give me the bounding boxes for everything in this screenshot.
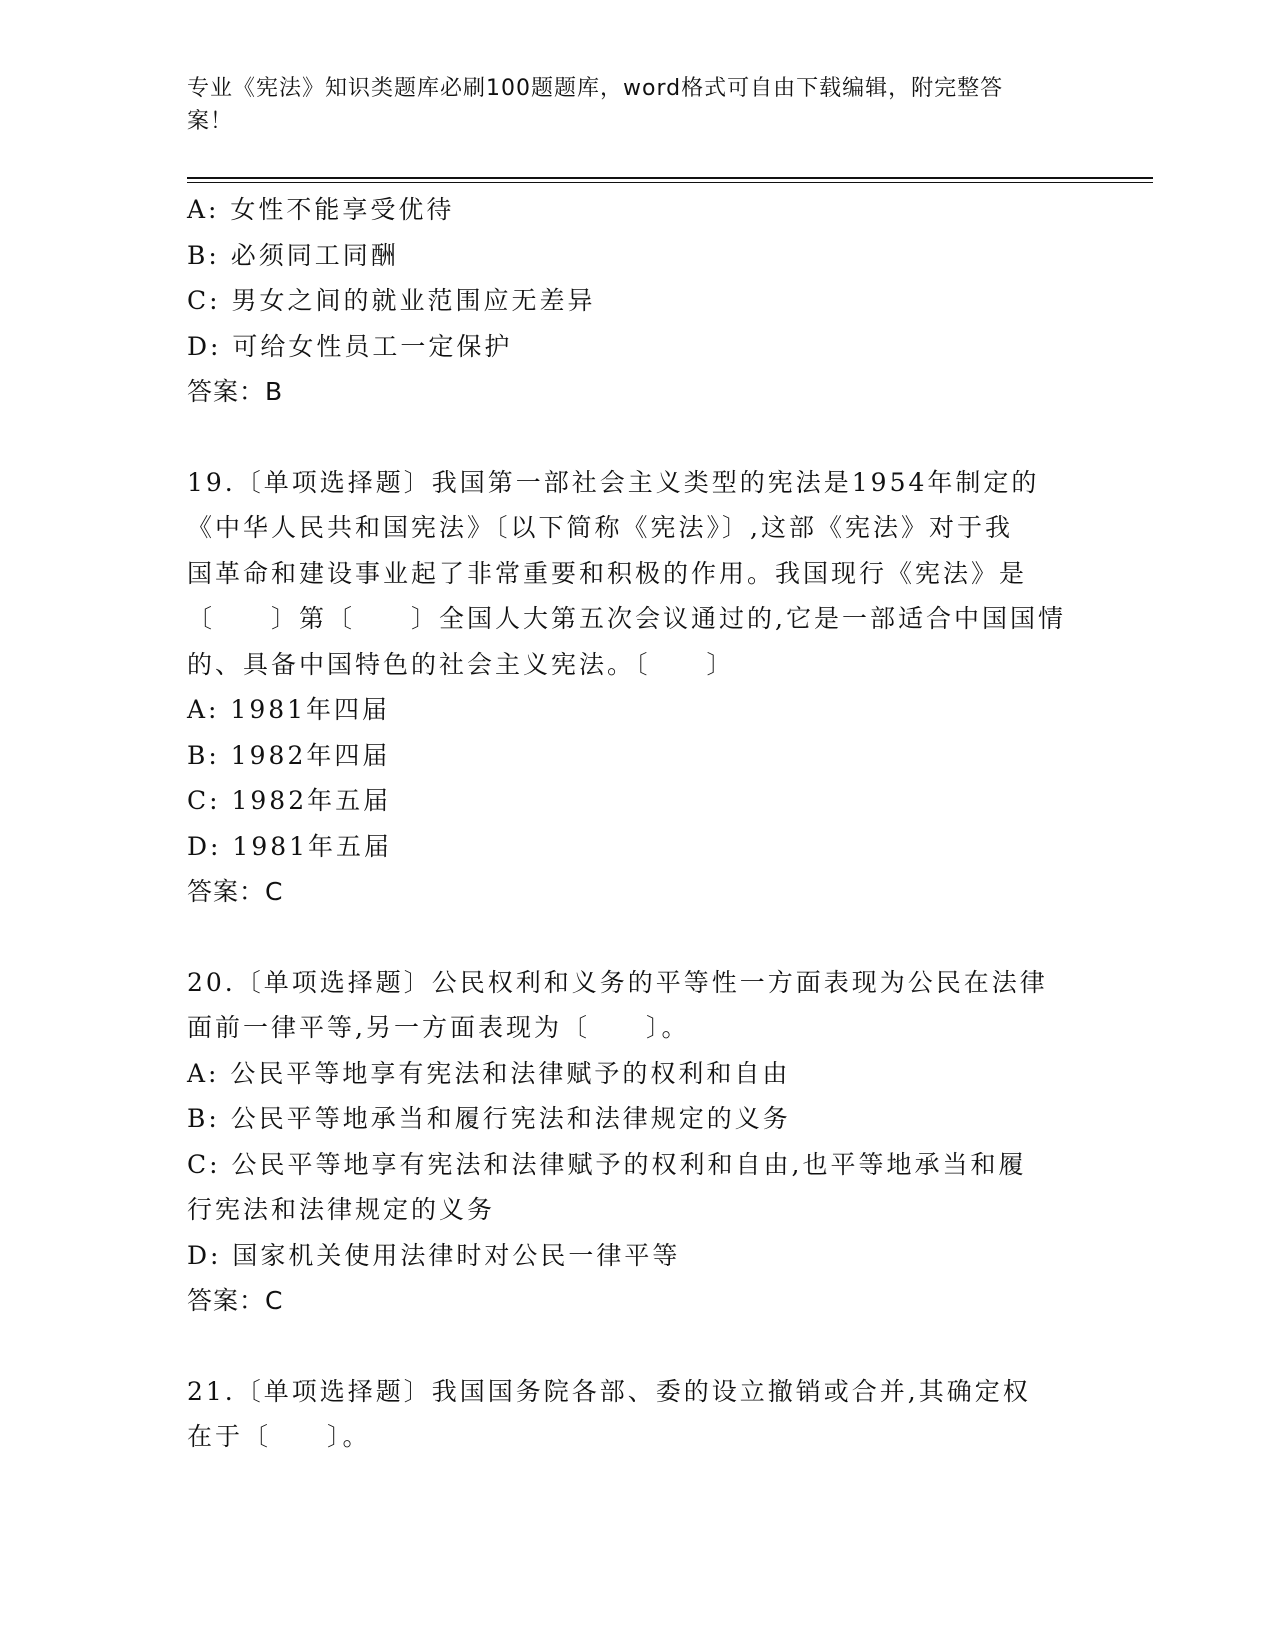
question-text-line: 国革命和建设事业起了非常重要和积极的作用。我国现行《宪法》是 xyxy=(187,558,1028,588)
header-divider xyxy=(187,177,1153,179)
question-text-line: 19.〔单项选择题〕我国第一部社会主义类型的宪法是1954年制定的 xyxy=(187,467,1040,497)
question-block-18 xyxy=(187,187,1087,415)
question-text-line: 在于〔 〕。 xyxy=(187,1422,371,1451)
document-header xyxy=(187,72,1087,138)
option-b: B: 1982年四届 xyxy=(187,740,391,770)
header-line-1: 专业《宪法》知识类题库必刷100题题库，word格式可自由下载编辑，附完整答 xyxy=(187,76,1004,101)
option-b: B: 必须同工同酬 xyxy=(187,240,399,270)
question-block-21 xyxy=(187,1369,1087,1460)
question-text-line: 的、具备中国特色的社会主义宪法。〔 〕 xyxy=(187,649,735,679)
question-text-line: 21.〔单项选择题〕我国国务院各部、委的设立撤销或合并,其确定权 xyxy=(187,1376,1031,1406)
question-block-19 xyxy=(187,460,1087,915)
option-a: A: 公民平等地享有宪法和法律赋予的权利和自由 xyxy=(187,1058,791,1088)
spacer xyxy=(187,415,1087,460)
option-c-continued: 行宪法和法律规定的义务 xyxy=(187,1195,496,1224)
option-c: C: 男女之间的就业范围应无差异 xyxy=(187,286,596,315)
spacer xyxy=(187,915,1087,960)
header-divider-thin xyxy=(187,182,1153,183)
question-text-line: 《中华人民共和国宪法》〔以下简称《宪法》〕,这部《宪法》对于我 xyxy=(187,513,1013,542)
option-b: B: 公民平等地承当和履行宪法和法律规定的义务 xyxy=(187,1104,791,1133)
answer: 答案：C xyxy=(187,1286,284,1315)
spacer xyxy=(187,1324,1087,1369)
option-a: A: 女性不能享受优待 xyxy=(187,195,455,224)
option-a: A: 1981年四届 xyxy=(187,695,391,724)
question-text-line: 20.〔单项选择题〕公民权利和义务的平等性一方面表现为公民在法律 xyxy=(187,967,1048,997)
question-list xyxy=(187,187,1087,1460)
question-text-line: 面前一律平等,另一方面表现为〔 〕。 xyxy=(187,1013,690,1042)
option-d: D: 可给女性员工一定保护 xyxy=(187,331,513,361)
answer: 答案：B xyxy=(187,377,284,406)
header-line-2: 案！ xyxy=(187,109,234,134)
option-c: C: 1982年五届 xyxy=(187,786,392,815)
question-text-line: 〔 〕第〔 〕全国人大第五次会议通过的,它是一部适合中国国情 xyxy=(187,604,1066,633)
option-c: C: 公民平等地享有宪法和法律赋予的权利和自由,也平等地承当和履 xyxy=(187,1149,1027,1179)
option-d: D: 1981年五届 xyxy=(187,831,393,861)
option-d: D: 国家机关使用法律时对公民一律平等 xyxy=(187,1240,681,1270)
question-block-20 xyxy=(187,960,1087,1324)
answer: 答案：C xyxy=(187,877,284,906)
